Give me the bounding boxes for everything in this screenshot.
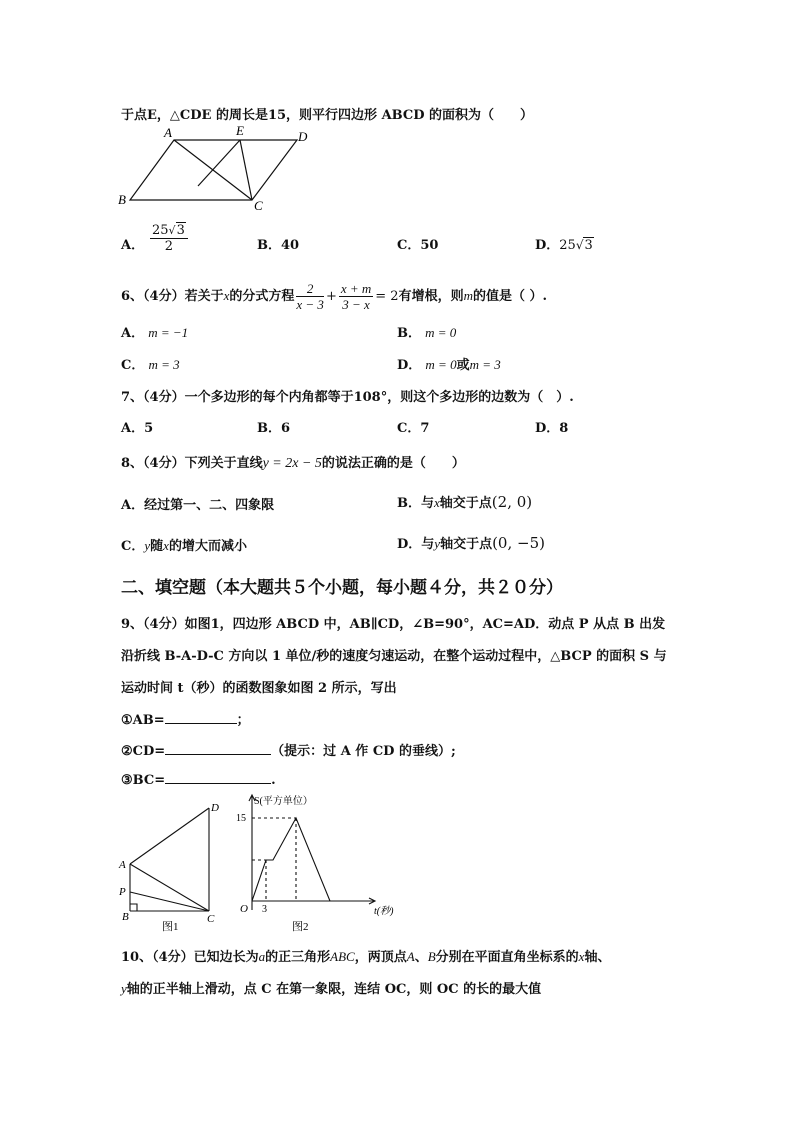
q5-option-d: D．25√3: [535, 238, 593, 253]
q5-option-a-value: $\frac{25√3}{2}$: [148, 222, 190, 254]
label-a: A: [164, 125, 172, 140]
q10-line-2: y轴的正半轴上滑动，点 C 在第一象限，连结 OC，则 OC 的长的最大值: [121, 981, 542, 997]
q9-line-2: 沿折线 B-A-D-C 方向以 1 单位/秒的速度匀速运动，在整个运动过程中，△BCP 的面积 S 与: [121, 649, 667, 664]
section-2-title: 二、填空题（本大题共５个小题，每小题４分，共２０分）: [121, 578, 563, 598]
figure-2: [230, 790, 410, 936]
q9-line-3: 运动时间 t（秒）的函数图象如图 2 所示，写出: [121, 681, 397, 696]
q5-option-b: B．40: [257, 238, 300, 253]
q10-line-1: 10、（4分）已知边长为a的正三角形ABC，两顶点A、B分别在平面直角坐标系的x轴、: [121, 949, 611, 965]
fig1-label-a: A: [119, 859, 126, 871]
q6-option-c: C． m = 3: [121, 357, 180, 373]
q9-blank-cd: ②CD= （提示：过 A 作 CD 的垂线）;: [121, 744, 456, 759]
q7-option-a: A．5: [121, 421, 154, 436]
label-e: E: [236, 123, 244, 138]
fig1-caption: 图1: [162, 921, 179, 933]
q5-option-a-label: A．: [121, 238, 145, 253]
q6-option-b: B． m = 0: [397, 325, 457, 341]
q7-stem: 7、（4分）一个多边形的每个内角都等于108°，则这个多边形的边数为（ ）.: [121, 390, 574, 405]
fig2-tick-15: 15: [236, 813, 246, 824]
q9-line-1: 9、（4分）如图1，四边形 ABCD 中，AB∥CD，∠B=90°，AC=AD．动点 P 从点 B 出发: [121, 617, 666, 632]
segment-pc: [130, 892, 209, 911]
label-c: C: [254, 198, 263, 213]
q6-option-a: A． m = −1: [121, 325, 189, 341]
q9-blank-bc: ③BC= .: [121, 773, 276, 788]
answer-blank-ab[interactable]: [165, 711, 237, 724]
q7-option-b: B．6: [257, 421, 291, 436]
fig2-caption: 图2: [292, 921, 309, 933]
q7-option-c: C．7: [397, 421, 430, 436]
answer-blank-cd[interactable]: [165, 742, 271, 755]
fig2-tick-3: 3: [262, 904, 267, 915]
fig2-origin: O: [240, 903, 248, 915]
q8-stem: 8、（4分）下列关于直线y = 2x − 5的说法正确的是（ ）: [121, 456, 465, 471]
q8-option-c: C．y随x的增大而减小: [121, 538, 247, 554]
q8-option-a: A．经过第一、二、四象限: [121, 498, 275, 513]
segment-ec: [240, 140, 252, 200]
segment-ac: [130, 864, 209, 911]
fig1-label-p: P: [119, 886, 126, 898]
q5-option-c: C．50: [397, 238, 439, 253]
q8-option-d: D．与y轴交于点(0, −5): [397, 534, 545, 552]
figure-1: [114, 798, 234, 936]
fig2-xlabel: t(秒): [374, 906, 394, 917]
right-angle-mark: [130, 904, 137, 911]
s-t-graph: [252, 818, 330, 901]
label-b: B: [118, 192, 126, 207]
q6-stem: 6、（4分）若关于x的分式方程 $\frac{2}{x - 3}$ + $\frac{x + m}{3 - x}$ = 2有增根，则m的值是（ ）.: [121, 281, 548, 312]
parallelogram-figure: [112, 122, 322, 214]
q9-blank-ab: ①AB= ；: [121, 713, 250, 728]
answer-blank-bc[interactable]: [165, 771, 271, 784]
q7-option-d: D．8: [535, 421, 569, 436]
fig1-label-b: B: [122, 911, 129, 923]
q6-option-d: D． m = 0或m = 3: [397, 357, 501, 373]
label-d: D: [298, 129, 308, 144]
q5-stem-tail: 于点E，△CDE 的周长是15，则平行四边形 ABCD 的面积为（ ）: [121, 108, 534, 123]
fig1-label-c: C: [207, 913, 215, 925]
segment-ad: [130, 808, 209, 864]
q8-option-b: B．与x轴交于点(2, 0): [397, 493, 533, 511]
fig1-label-d: D: [211, 802, 219, 814]
fig2-ylabel: S(平方单位）: [254, 796, 313, 807]
